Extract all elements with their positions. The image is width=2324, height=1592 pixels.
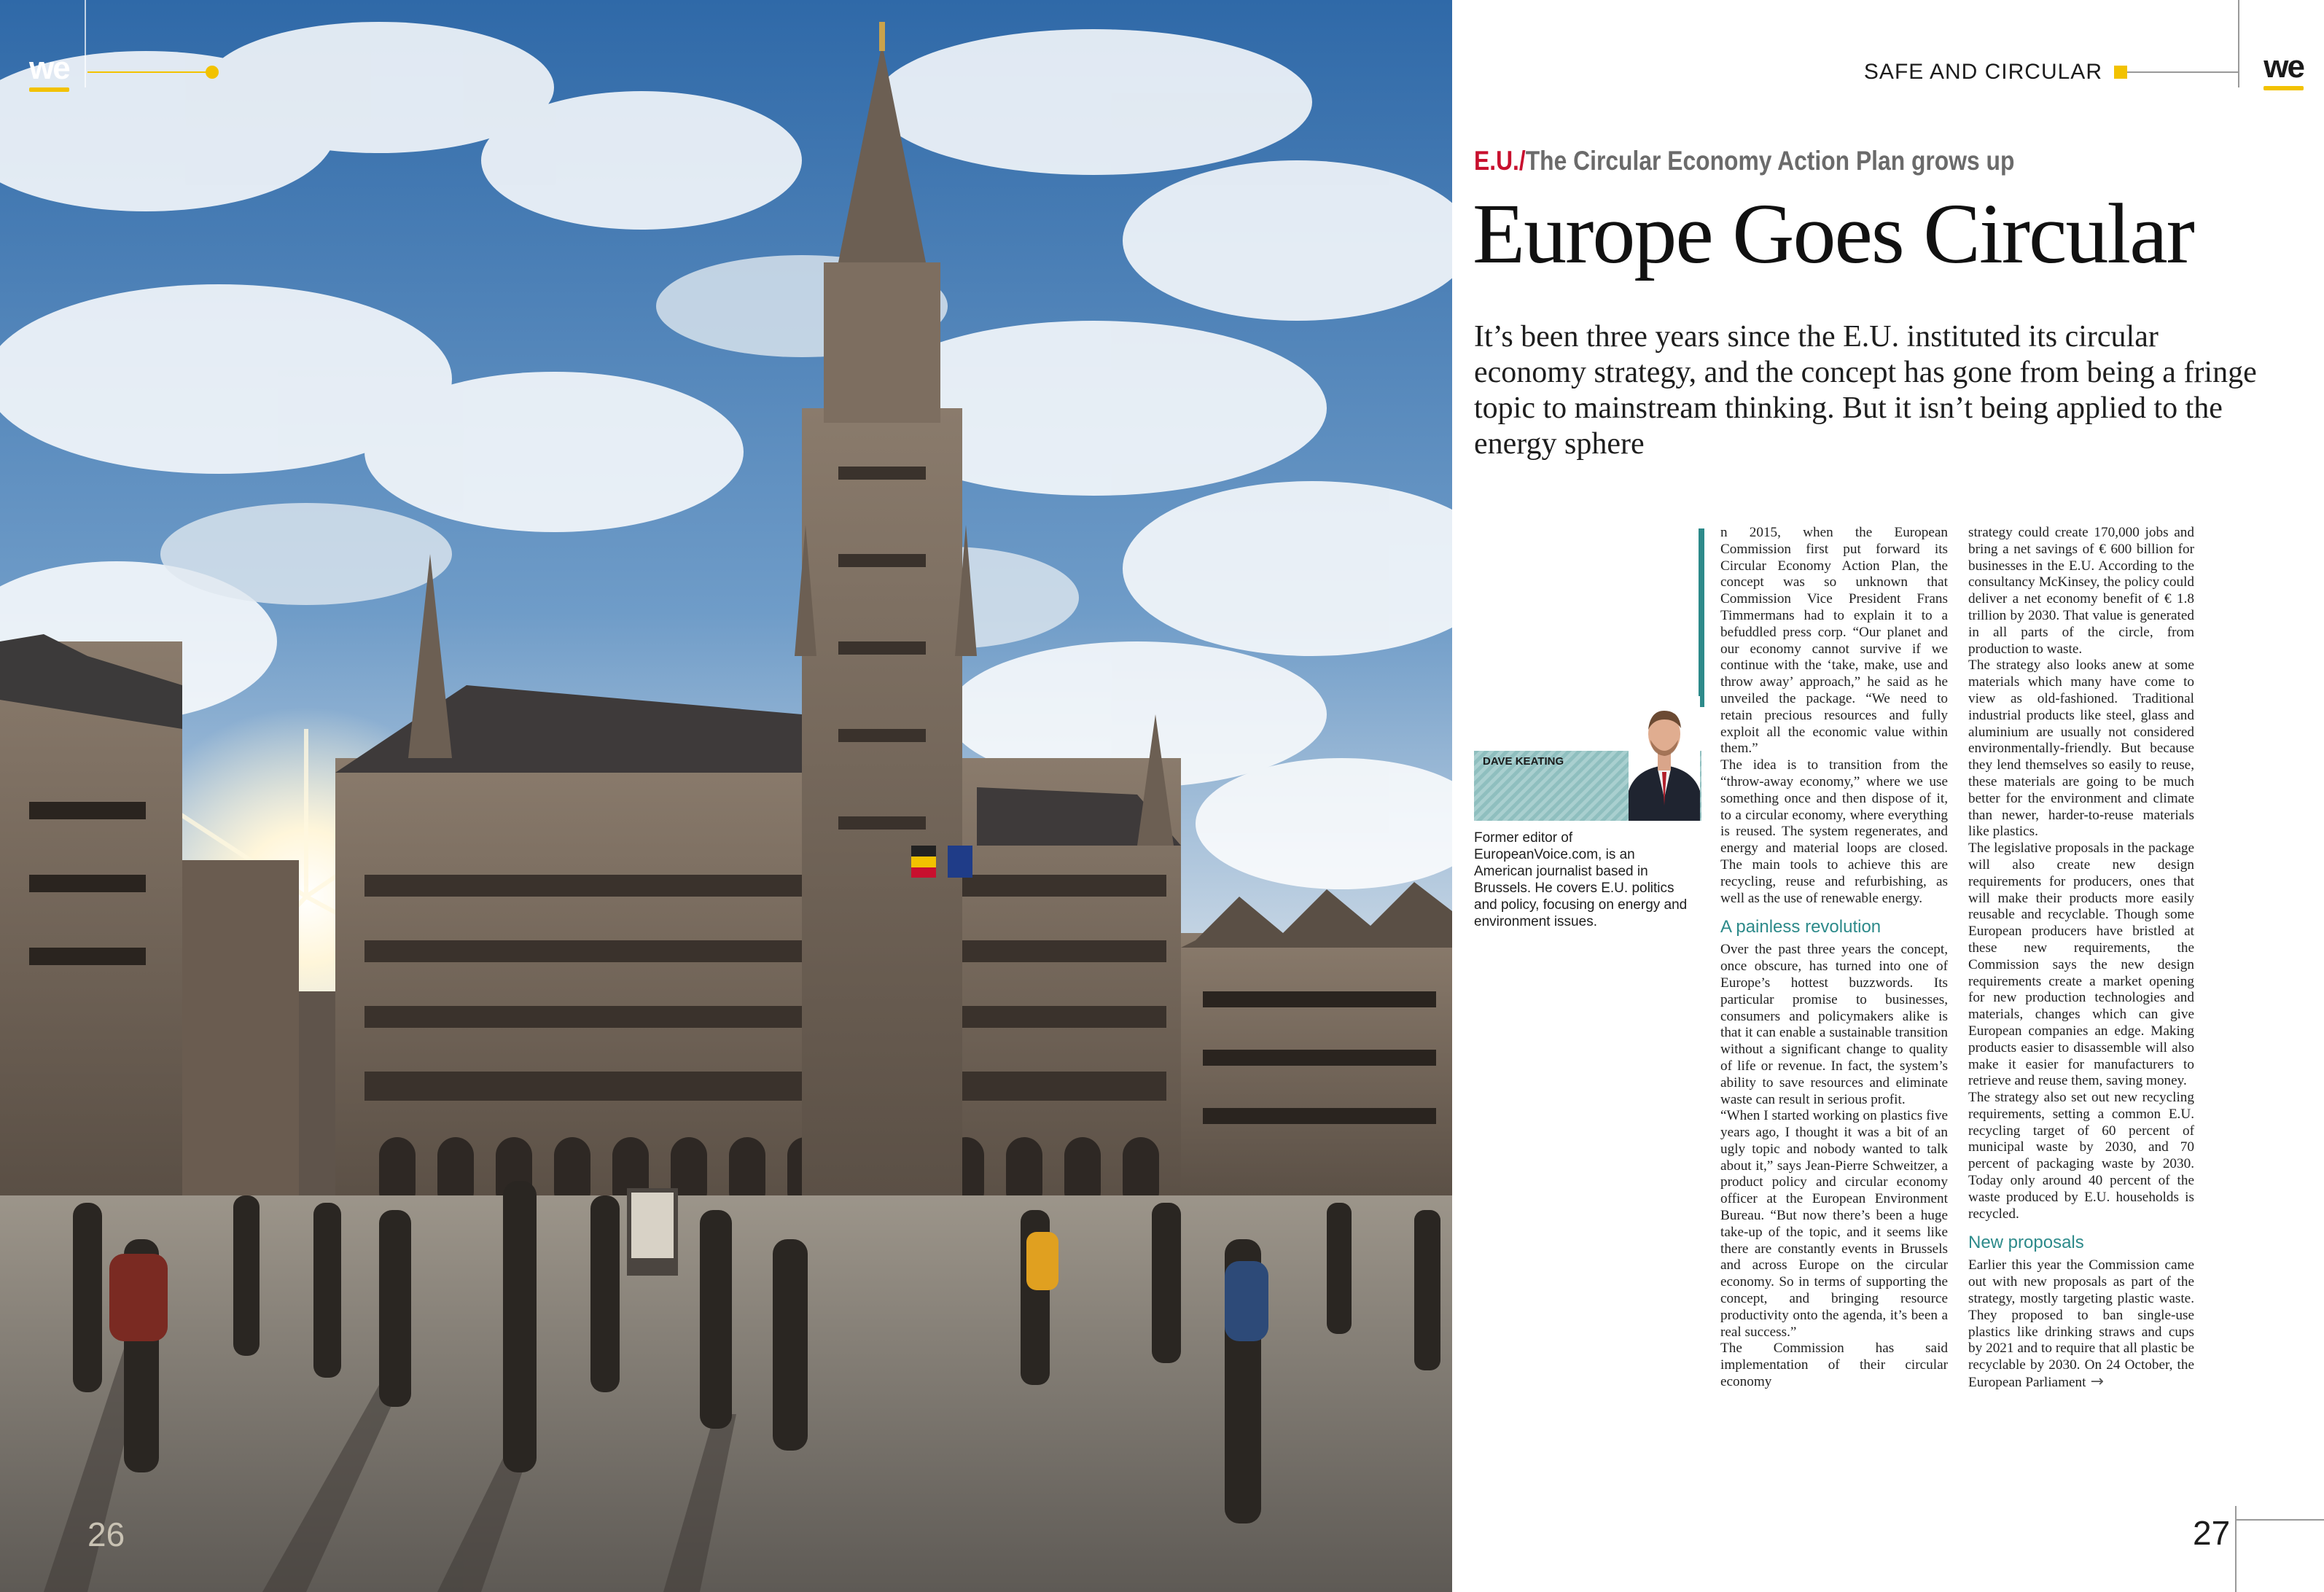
logo-text: we (29, 50, 69, 86)
body-paragraph: The idea is to transition from the “throw-away economy,” where we use something once and then dispose of it, to a circular economy, where everything is reused. The system regenerates, and energy and material loops are closed. The main tools to achieve this are recycling, reuse and refurbishing, as well as the use of renewable energy. (1720, 757, 1948, 906)
header-rule (87, 71, 210, 73)
subhead-painless-revolution: A painless revolution (1720, 917, 1882, 937)
corner-line-vertical (85, 0, 86, 87)
logo-text-right: we (2263, 49, 2304, 85)
accent-dot-icon (206, 66, 219, 79)
we-logo (29, 52, 69, 92)
kicker-text: The Circular Economy Action Plan grows up (1525, 146, 2015, 176)
author-portrait-icon (1629, 696, 1700, 821)
body-paragraph-text: Earlier this year the Commission came out with new proposals as part of the strategy, mostly targeting plastic waste. They proposed to ban single-use plastics like drinking straws and cups by 2021 and to require that all plastic be recyclable by 2030. On 24 October, the European Parliament (1968, 1257, 2194, 1391)
section-label: SAFE AND CIRCULAR (1863, 60, 2102, 84)
subhead-new-proposals: New proposals (1968, 1233, 2084, 1253)
accent-square-icon (2114, 66, 2127, 79)
logo-underline (29, 87, 69, 92)
body-paragraph-last (1968, 1257, 2194, 1391)
author-name: DAVE KEATING (1483, 755, 1564, 768)
article-column-2 (1968, 525, 2194, 1392)
body-paragraph: The legislative proposals in the package will also create new design requirements for producers, ones that will make their products more easily reusable and recyclable. Though some European producers have bristled at these new requirements, the Commission says the new design requirements create a market opening for new production technologies and materials, changes which can give European companies an edge. Making products easier to disassemble will also make it easier for manufacturers to retrieve and reuse them, saving money. (1968, 840, 2194, 1089)
article-headline: Europe Goes Circular (1473, 186, 2194, 281)
body-paragraph: The strategy also set out new recycling requirements, setting a common E.U. recycling target of 60 percent of municipal waste by 2030, and 70 percent of packaging waste by 2030. Today only around 40 percent of the waste produced by E.U. households is recycled. (1968, 1090, 2194, 1222)
body-paragraph: The Commission has said implementation of their circular economy (1720, 1341, 1948, 1390)
article-kicker (1474, 146, 2014, 176)
article-column-1 (1720, 525, 1948, 1391)
body-paragraph: The strategy also looks anew at some materials which many have come to view as old-fashioned. Traditional industrial products like steel, glass and aluminium are usually not considered environmentally-friendly. But because they lend themselves so easily to reuse, these materials are going to be much better for the environment and climate than newer, harder-to-reuse materials like plastics. (1968, 658, 2194, 840)
article-standfirst: It’s been three years since the E.U. instituted its circular economy strategy, and the concept has gone from being a fringe topic to mainstream thinking. But it isn’t being applied to the energy sphere (1474, 320, 2257, 461)
author-bio: Former editor of EuropeanVoice.com, is an American journalist based in Brussels. He covers E.U. politics and policy, focusing on energy and environment issues. (1474, 830, 1688, 929)
body-paragraph: “When I started working on plastics five years ago, I thought it was a bit of an ugly topic and nobody wanted to talk about it,” says Jean-Pierre Schweitzer, a product policy and circular economy officer at the European Environment Bureau. “But now there’s been a huge take-up of the topic, and it seems like there are constantly events in Brussels and across Europe on the circular economy. So in terms of supporting the concept, and bringing resource productivity onto the agenda, it’s been a real success.” (1720, 1108, 1948, 1340)
corner-line-horizontal-bottom (2235, 1519, 2324, 1521)
page-number-right: 27 (2193, 1514, 2231, 1552)
author-portrait (1629, 696, 1700, 821)
kicker-prefix: E.U./ (1474, 146, 1526, 176)
we-logo-right (2263, 51, 2304, 90)
corner-line-vertical-right (2238, 0, 2239, 87)
author-accent-bar (1699, 528, 1704, 707)
body-paragraph: n 2015, when the European Commission first put forward its Circular Economy Action Plan, the concept was so unknown that Commission Vice President Frans Timmermans had to explain it to a befuddled press corp. “Our planet and our economy cannot survive if we continue with the ‘take, make, use and throw away’ approach,” he said as he unveiled the package. “We need to retain precious resources and fully exploit all the economic value within them.” (1720, 525, 1948, 757)
body-paragraph: Over the past three years the concept, once obscure, has turned into one of Europe’s hottest buzzwords. Its particular promise to businesses, consumers and policymakers alike is that it can enable a sustainable transition without a significant change to quality of life or revenue. In fact, the system’s ability to save resources and eliminate waste can result in serious profit. (1720, 942, 1948, 1107)
logo-underline-right (2263, 86, 2304, 90)
header-rule-right (2127, 71, 2238, 73)
continue-arrow-icon[interactable]: → (2090, 1373, 2104, 1392)
page-number-left: 26 (87, 1515, 125, 1553)
body-paragraph: strategy could create 170,000 jobs and bring a net savings of € 600 billion for businesses in the E.U. According to the consultancy McKinsey, the policy could deliver a net economy benefit of € 1.8 trillion by 2030. That value is generated in all parts of the circle, from production to waste. (1968, 525, 2194, 657)
